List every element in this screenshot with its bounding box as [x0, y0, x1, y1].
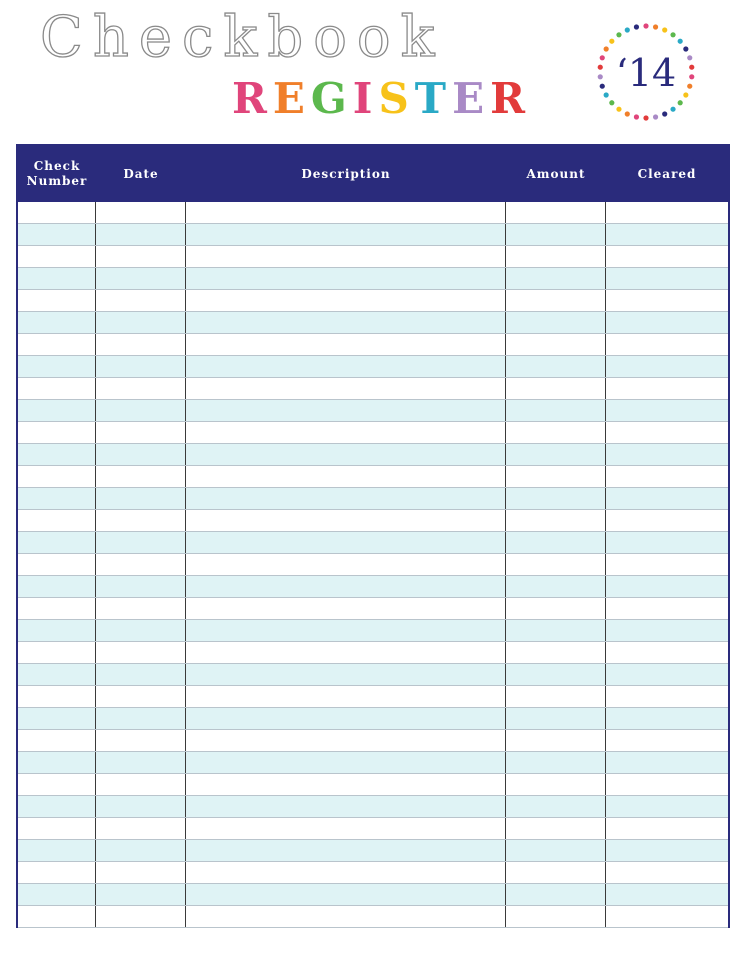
- table-row: [18, 268, 728, 290]
- cell-date[interactable]: [96, 532, 186, 553]
- cell-check[interactable]: [18, 312, 96, 333]
- header-date: Date: [123, 166, 159, 181]
- cell-amount[interactable]: [506, 400, 606, 421]
- cell-date[interactable]: [96, 598, 186, 619]
- cell-cleared[interactable]: [606, 708, 728, 729]
- cell-cleared[interactable]: [606, 576, 728, 597]
- cell-amount[interactable]: [506, 356, 606, 377]
- cell-date[interactable]: [96, 752, 186, 773]
- cell-amount[interactable]: [506, 312, 606, 333]
- register-letter: S: [378, 74, 415, 123]
- cell-check[interactable]: [18, 466, 96, 487]
- cell-amount[interactable]: [506, 818, 606, 839]
- cell-check[interactable]: [18, 906, 96, 927]
- badge-dot: [598, 65, 603, 70]
- cell-check[interactable]: [18, 752, 96, 773]
- register-letter: E: [452, 74, 491, 123]
- cell-check[interactable]: [18, 686, 96, 707]
- cell-amount[interactable]: [506, 268, 606, 289]
- cell-amount[interactable]: [506, 708, 606, 729]
- badge-dot: [625, 27, 630, 32]
- register-title: [232, 76, 531, 122]
- cell-date[interactable]: [96, 268, 186, 289]
- cell-desc[interactable]: [186, 246, 506, 267]
- cell-date[interactable]: [96, 554, 186, 575]
- cell-amount[interactable]: [506, 906, 606, 927]
- cell-check[interactable]: [18, 818, 96, 839]
- badge-dot: [662, 111, 667, 116]
- cell-date[interactable]: [96, 730, 186, 751]
- cell-check[interactable]: [18, 334, 96, 355]
- cell-desc[interactable]: [186, 752, 506, 773]
- cell-check[interactable]: [18, 554, 96, 575]
- table-row: [18, 400, 728, 422]
- cell-check[interactable]: [18, 378, 96, 399]
- cell-check[interactable]: [18, 532, 96, 553]
- table-row: [18, 422, 728, 444]
- cell-desc[interactable]: [186, 466, 506, 487]
- badge-dot: [662, 27, 667, 32]
- cell-desc[interactable]: [186, 906, 506, 927]
- year-text: ‘14: [615, 51, 677, 95]
- cell-amount[interactable]: [506, 422, 606, 443]
- cell-desc[interactable]: [186, 554, 506, 575]
- cell-cleared[interactable]: [606, 334, 728, 355]
- cell-cleared[interactable]: [606, 378, 728, 399]
- badge-dot: [689, 74, 694, 79]
- table-row: [18, 840, 728, 862]
- cell-date[interactable]: [96, 686, 186, 707]
- cell-desc[interactable]: [186, 268, 506, 289]
- cell-desc[interactable]: [186, 642, 506, 663]
- table-row: [18, 202, 728, 224]
- cell-cleared[interactable]: [606, 246, 728, 267]
- cell-check[interactable]: [18, 862, 96, 883]
- cell-date[interactable]: [96, 664, 186, 685]
- cell-date[interactable]: [96, 422, 186, 443]
- cell-cleared[interactable]: [606, 356, 728, 377]
- table-row: [18, 290, 728, 312]
- cell-desc[interactable]: [186, 598, 506, 619]
- cell-desc[interactable]: [186, 224, 506, 245]
- badge-dot: [609, 39, 614, 44]
- cell-desc[interactable]: [186, 312, 506, 333]
- badge-dot: [616, 107, 621, 112]
- cell-check[interactable]: [18, 422, 96, 443]
- badge-dot: [609, 100, 614, 105]
- cell-date[interactable]: [96, 906, 186, 927]
- cell-check[interactable]: [18, 510, 96, 531]
- cell-desc[interactable]: [186, 730, 506, 751]
- cell-amount[interactable]: [506, 510, 606, 531]
- table-row: [18, 752, 728, 774]
- badge-dot: [689, 65, 694, 70]
- cell-amount[interactable]: [506, 862, 606, 883]
- cell-cleared[interactable]: [606, 224, 728, 245]
- cell-desc[interactable]: [186, 620, 506, 641]
- cell-amount[interactable]: [506, 796, 606, 817]
- cell-check[interactable]: [18, 246, 96, 267]
- dotted-circle: [594, 20, 698, 124]
- cell-amount[interactable]: [506, 290, 606, 311]
- cell-desc[interactable]: [186, 576, 506, 597]
- cell-desc[interactable]: [186, 290, 506, 311]
- table-row: [18, 378, 728, 400]
- cell-date[interactable]: [96, 708, 186, 729]
- cell-amount[interactable]: [506, 532, 606, 553]
- table-row: [18, 686, 728, 708]
- cell-cleared[interactable]: [606, 202, 728, 223]
- cell-cleared[interactable]: [606, 906, 728, 927]
- table-row: [18, 730, 728, 752]
- badge-dot: [616, 32, 621, 37]
- cell-desc[interactable]: [186, 488, 506, 509]
- badge-dot: [683, 92, 688, 97]
- cell-check[interactable]: [18, 642, 96, 663]
- cell-date[interactable]: [96, 510, 186, 531]
- cell-desc[interactable]: [186, 202, 506, 223]
- cell-cleared[interactable]: [606, 642, 728, 663]
- cell-date[interactable]: [96, 642, 186, 663]
- header-description: Description: [301, 166, 391, 181]
- cell-amount[interactable]: [506, 620, 606, 641]
- cell-check[interactable]: [18, 598, 96, 619]
- cell-amount[interactable]: [506, 642, 606, 663]
- cell-cleared[interactable]: [606, 730, 728, 751]
- cell-date[interactable]: [96, 444, 186, 465]
- cell-cleared[interactable]: [606, 532, 728, 553]
- cell-cleared[interactable]: [606, 686, 728, 707]
- cell-cleared[interactable]: [606, 796, 728, 817]
- badge-dot: [643, 115, 648, 120]
- cell-desc[interactable]: [186, 796, 506, 817]
- cell-date[interactable]: [96, 884, 186, 905]
- cell-desc[interactable]: [186, 862, 506, 883]
- cell-check[interactable]: [18, 576, 96, 597]
- cell-desc[interactable]: [186, 334, 506, 355]
- cell-desc[interactable]: [186, 422, 506, 443]
- cell-date[interactable]: [96, 224, 186, 245]
- cell-cleared[interactable]: [606, 444, 728, 465]
- register-table: [16, 144, 730, 928]
- header-amount: Amount: [526, 166, 586, 181]
- cell-amount[interactable]: [506, 466, 606, 487]
- cell-amount[interactable]: [506, 664, 606, 685]
- badge-dot: [683, 46, 688, 51]
- cell-desc[interactable]: [186, 664, 506, 685]
- cell-date[interactable]: [96, 576, 186, 597]
- table-row: [18, 466, 728, 488]
- register-letter: I: [352, 74, 379, 123]
- table-row: [18, 444, 728, 466]
- cell-cleared[interactable]: [606, 598, 728, 619]
- register-letter: G: [310, 74, 353, 123]
- cell-date[interactable]: [96, 246, 186, 267]
- badge-dot: [670, 107, 675, 112]
- badge-dot: [687, 84, 692, 89]
- badge-dot: [598, 74, 603, 79]
- year-badge: [594, 20, 698, 124]
- table-row: [18, 906, 728, 928]
- header-cleared: Cleared: [637, 166, 697, 181]
- cell-amount[interactable]: [506, 884, 606, 905]
- badge-dot: [653, 24, 658, 29]
- cell-amount[interactable]: [506, 334, 606, 355]
- cell-desc[interactable]: [186, 708, 506, 729]
- cell-check[interactable]: [18, 730, 96, 751]
- cell-date[interactable]: [96, 378, 186, 399]
- table-row: [18, 246, 728, 268]
- table-row: [18, 510, 728, 532]
- cell-date[interactable]: [96, 840, 186, 861]
- cell-cleared[interactable]: [606, 488, 728, 509]
- badge-dot: [670, 32, 675, 37]
- badge-dot: [600, 84, 605, 89]
- table-row: [18, 488, 728, 510]
- cell-cleared[interactable]: [606, 290, 728, 311]
- checkbook-title: Checkbook: [40, 5, 445, 70]
- cell-cleared[interactable]: [606, 268, 728, 289]
- header-check-label: Check: [33, 159, 81, 173]
- badge-dot: [604, 92, 609, 97]
- cell-check[interactable]: [18, 796, 96, 817]
- cell-desc[interactable]: [186, 840, 506, 861]
- cell-cleared[interactable]: [606, 774, 728, 795]
- cell-check[interactable]: [18, 774, 96, 795]
- cell-cleared[interactable]: [606, 818, 728, 839]
- table-row: [18, 356, 728, 378]
- cell-amount[interactable]: [506, 378, 606, 399]
- table-row: [18, 312, 728, 334]
- cell-check[interactable]: [18, 400, 96, 421]
- cell-desc[interactable]: [186, 444, 506, 465]
- badge-dot: [625, 111, 630, 116]
- cell-cleared[interactable]: [606, 884, 728, 905]
- cell-date[interactable]: [96, 774, 186, 795]
- header-number-label: Number: [26, 174, 88, 188]
- table-row: [18, 598, 728, 620]
- badge-dot: [634, 24, 639, 29]
- cell-check[interactable]: [18, 488, 96, 509]
- table-row: [18, 334, 728, 356]
- cell-amount[interactable]: [506, 774, 606, 795]
- header-check-number: [18, 146, 96, 202]
- cell-check[interactable]: [18, 444, 96, 465]
- cell-desc[interactable]: [186, 378, 506, 399]
- cell-cleared[interactable]: [606, 312, 728, 333]
- cell-amount[interactable]: [506, 686, 606, 707]
- cell-desc[interactable]: [186, 532, 506, 553]
- cell-cleared[interactable]: [606, 664, 728, 685]
- badge-dot: [643, 23, 648, 28]
- cell-amount[interactable]: [506, 840, 606, 861]
- cell-amount[interactable]: [506, 554, 606, 575]
- cell-date[interactable]: [96, 334, 186, 355]
- table-row: [18, 818, 728, 840]
- table-row: [18, 224, 728, 246]
- table-row: [18, 554, 728, 576]
- cell-check[interactable]: [18, 708, 96, 729]
- table-row: [18, 642, 728, 664]
- cell-date[interactable]: [96, 290, 186, 311]
- badge-dot: [600, 55, 605, 60]
- cell-cleared[interactable]: [606, 466, 728, 487]
- cell-desc[interactable]: [186, 686, 506, 707]
- cell-date[interactable]: [96, 466, 186, 487]
- cell-check[interactable]: [18, 202, 96, 223]
- table-row: [18, 774, 728, 796]
- table-body: [18, 202, 728, 926]
- cell-desc[interactable]: [186, 884, 506, 905]
- cell-cleared[interactable]: [606, 840, 728, 861]
- cell-date[interactable]: [96, 818, 186, 839]
- cell-cleared[interactable]: [606, 862, 728, 883]
- cell-check[interactable]: [18, 620, 96, 641]
- cell-date[interactable]: [96, 202, 186, 223]
- cell-amount[interactable]: [506, 224, 606, 245]
- cell-check[interactable]: [18, 290, 96, 311]
- cell-cleared[interactable]: [606, 400, 728, 421]
- table-row: [18, 576, 728, 598]
- cell-desc[interactable]: [186, 774, 506, 795]
- cell-amount[interactable]: [506, 730, 606, 751]
- cell-amount[interactable]: [506, 576, 606, 597]
- table-row: [18, 664, 728, 686]
- cell-date[interactable]: [96, 312, 186, 333]
- table-row: [18, 862, 728, 884]
- table-row: [18, 708, 728, 730]
- cell-desc[interactable]: [186, 400, 506, 421]
- table-header: [18, 146, 728, 202]
- register-letter: E: [272, 74, 311, 123]
- cell-check[interactable]: [18, 840, 96, 861]
- table-row: [18, 884, 728, 906]
- cell-check[interactable]: [18, 664, 96, 685]
- cell-check[interactable]: [18, 884, 96, 905]
- cell-date[interactable]: [96, 796, 186, 817]
- badge-dot: [653, 114, 658, 119]
- cell-date[interactable]: [96, 620, 186, 641]
- badge-dot: [678, 39, 683, 44]
- cell-date[interactable]: [96, 400, 186, 421]
- cell-date[interactable]: [96, 356, 186, 377]
- cell-check[interactable]: [18, 224, 96, 245]
- register-letter: T: [414, 74, 453, 123]
- badge-dot: [687, 55, 692, 60]
- cell-check[interactable]: [18, 268, 96, 289]
- badge-dot: [604, 46, 609, 51]
- cell-amount[interactable]: [506, 752, 606, 773]
- cell-amount[interactable]: [506, 202, 606, 223]
- badge-dot: [634, 114, 639, 119]
- register-letter: R: [232, 74, 273, 123]
- register-letter: R: [490, 74, 531, 123]
- cell-desc[interactable]: [186, 818, 506, 839]
- table-row: [18, 620, 728, 642]
- cell-check[interactable]: [18, 356, 96, 377]
- cell-amount[interactable]: [506, 444, 606, 465]
- cell-cleared[interactable]: [606, 752, 728, 773]
- cell-cleared[interactable]: [606, 422, 728, 443]
- cell-amount[interactable]: [506, 488, 606, 509]
- table-row: [18, 532, 728, 554]
- cell-cleared[interactable]: [606, 510, 728, 531]
- cell-amount[interactable]: [506, 598, 606, 619]
- cell-amount[interactable]: [506, 246, 606, 267]
- table-row: [18, 796, 728, 818]
- cell-cleared[interactable]: [606, 620, 728, 641]
- cell-desc[interactable]: [186, 356, 506, 377]
- cell-date[interactable]: [96, 488, 186, 509]
- cell-date[interactable]: [96, 862, 186, 883]
- cell-desc[interactable]: [186, 510, 506, 531]
- cell-cleared[interactable]: [606, 554, 728, 575]
- badge-dot: [678, 100, 683, 105]
